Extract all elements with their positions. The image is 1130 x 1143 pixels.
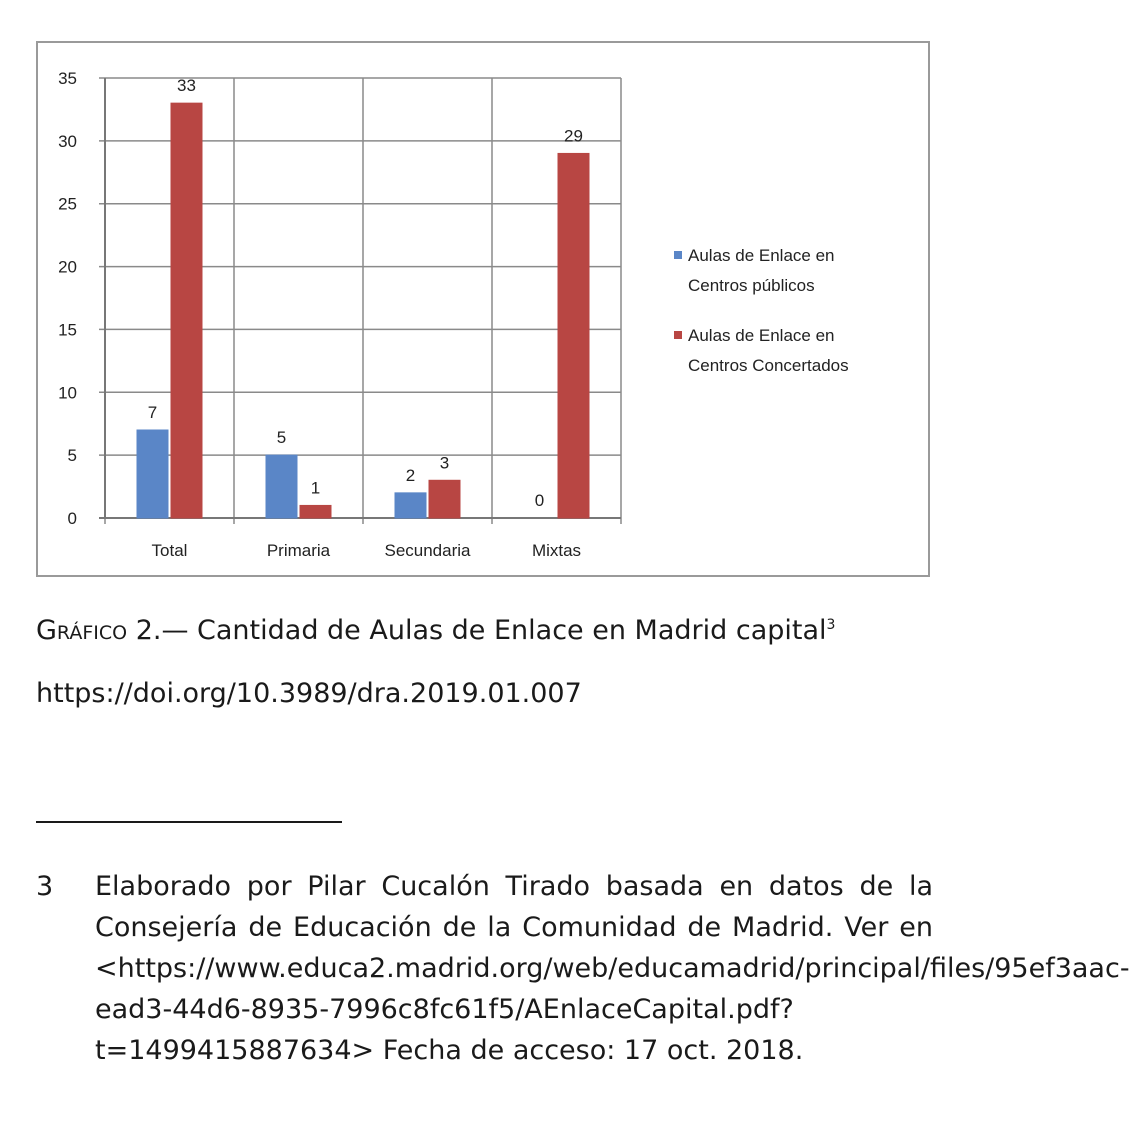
legend-label: Centros públicos [688, 276, 815, 295]
data-label: 1 [310, 478, 321, 498]
doi-link[interactable]: https://doi.org/10.3989/dra.2019.01.007 [36, 678, 582, 709]
caption-label: Gráfico 2. [36, 615, 162, 646]
caption-text: Cantidad de Aulas de Enlace en Madrid capital [188, 615, 827, 646]
bar-chart [38, 43, 932, 579]
legend-label: Aulas de Enlace en [688, 246, 835, 265]
y-tick-label: 5 [67, 446, 77, 466]
legend-label: Centros Concertados [688, 356, 849, 375]
bar [171, 103, 202, 518]
caption-dash: — [161, 615, 189, 646]
bar [300, 505, 331, 518]
y-tick-label: 10 [58, 383, 77, 403]
x-tick-label: Mixtas [531, 541, 582, 560]
legend-swatch [674, 251, 682, 259]
chart-container [36, 41, 930, 577]
legend-label: Aulas de Enlace en [688, 326, 835, 345]
data-label: 29 [564, 126, 583, 146]
bar [137, 430, 168, 518]
footnote-number: 3 [36, 871, 54, 902]
figure-caption [36, 615, 835, 646]
bar [395, 493, 426, 518]
data-label: 0 [534, 491, 545, 510]
y-tick-label: 25 [58, 194, 77, 214]
x-tick-label: Primaria [266, 541, 331, 560]
bar [558, 153, 589, 518]
caption-footnote-ref: 3 [826, 617, 836, 633]
data-label: 3 [439, 453, 450, 473]
bar [266, 455, 297, 518]
bar [429, 480, 460, 518]
data-label: 7 [147, 403, 158, 422]
y-tick-label: 20 [58, 257, 77, 277]
footnote-divider [36, 821, 342, 823]
y-tick-label: 15 [58, 320, 77, 340]
legend-swatch [674, 331, 682, 339]
data-label: 5 [276, 428, 287, 448]
data-label: 33 [177, 76, 196, 96]
data-label: 2 [405, 465, 416, 485]
x-tick-label: Secundaria [384, 541, 471, 560]
y-tick-label: 0 [67, 509, 77, 528]
x-tick-label: Total [151, 541, 188, 560]
y-tick-label: 30 [58, 131, 77, 151]
y-tick-label: 35 [58, 69, 77, 88]
footnote-text: Elaborado por Pilar Cucalón Tirado basada en datos de la Consejería de Educación de la Comunidad de Madrid. Ver en <https://www.educa2.madrid.org/web/educamadrid/principal/files/95ef3aac-ead3-44d6-8935-7996c8fc61f5/AEnlaceCapital.pdf?t=1499415887634> Fecha de acceso: 17 oct. 2018. [95, 871, 1130, 1066]
